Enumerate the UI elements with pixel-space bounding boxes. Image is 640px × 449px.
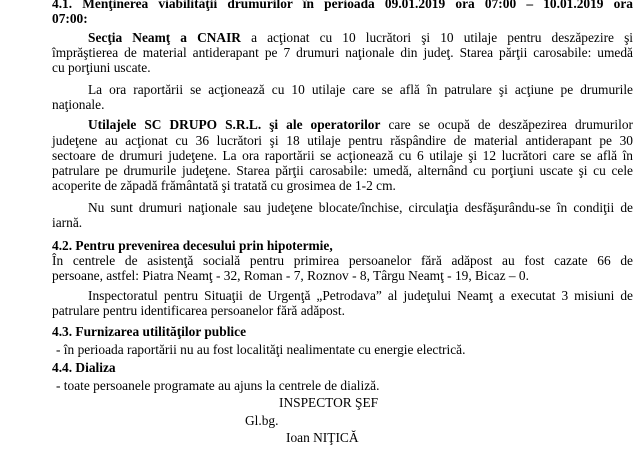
roads-paragraph-line-1: Nu sunt drumuri naţionale sau judeţene blocate/închise, circulaţia desfăşurându-se în condiţii de	[88, 200, 633, 215]
report-paragraph-line-1: La ora raportării se acţionează cu 10 utilaje care se află în patrulare şi acţiune pe drumurile	[88, 82, 633, 97]
roads-paragraph-line-2: iarnă.	[52, 215, 83, 230]
drupo-bold: Utilajele SC DRUPO S.R.L. şi ale operatorilor	[88, 117, 381, 132]
drupo-paragraph-line-2: judeţene au acţionat cu 36 lucrători şi 18 utilaje pentru răspândire de material antiderapant pe 30	[52, 133, 633, 148]
cnair-bold: Secţia Neamţ a CNAIR	[88, 30, 241, 45]
section-4-1-heading-cont: 07:00:	[52, 11, 88, 26]
shelter-paragraph-line-1: În centrele de asistenţă socială pentru primirea persoanelor fără adăpost au fost cazate 66 de	[52, 253, 633, 268]
cnair-paragraph-line-1: Secţia Neamţ a CNAIR a acţionat cu 10 lucrători şi 10 utilaje pentru deszăpezire şi	[88, 30, 634, 45]
utilities-paragraph: - în perioada raportării nu au fost localităţi nealimentate cu energie electrică.	[56, 342, 466, 357]
section-4-4-heading: 4.4. Dializa	[52, 360, 116, 375]
cnair-paragraph-line-2: împrăştierea de material antiderapant pe 7 drumuri naţionale din judeţ. Starea părţii carosabile: umedă	[52, 45, 633, 60]
cnair-paragraph-line-3: cu porţiuni uscate.	[52, 60, 151, 75]
signature-title: INSPECTOR ŞEF	[279, 395, 379, 410]
signature-rank: Gl.bg.	[245, 413, 279, 428]
section-4-2-heading: 4.2. Pentru prevenirea decesului prin hipotermie,	[52, 238, 333, 253]
section-4-3-heading: 4.3. Furnizarea utilităţilor publice	[52, 324, 247, 339]
isu-paragraph-line-1: Inspectoratul pentru Situaţii de Urgenţă „Petrodava” al judeţului Neamţ a executat 3 misiuni de	[88, 288, 633, 303]
dialysis-paragraph: - toate persoanele programate au ajuns la centrele de dializă.	[56, 378, 380, 393]
section-4-1-heading: 4.1. Menţinerea viabilităţii drumurilor în perioada 09.01.2019 ora 07:00 – 10.01.2019 ora	[52, 0, 633, 11]
report-paragraph-line-2: naţionale.	[52, 97, 105, 112]
isu-paragraph-line-2: patrulare pentru identificarea persoanelor fără adăpost.	[52, 303, 345, 318]
drupo-paragraph-line-1: Utilajele SC DRUPO S.R.L. şi ale operatorilor care se ocupă de deszăpezirea drumurilor	[88, 117, 633, 132]
shelter-paragraph-line-2: persoane, astfel: Piatra Neamţ - 32, Roman - 7, Roznov - 8, Târgu Neamţ - 19, Bicaz – 0.	[52, 268, 529, 283]
drupo-paragraph-line-5: acoperite de zăpadă frământată şi tratată cu grosimea de 1-2 cm.	[52, 178, 396, 193]
drupo-paragraph-line-3: sectoare de drumuri judeţene. La ora raportării se acţionează cu 6 utilaje şi 12 lucrători care se află în	[52, 148, 633, 163]
drupo-paragraph-line-4: patrulare pe drumurile judeţene. Starea părţii carosabile: umedă, alternând cu porţiuni uscate şi cu cele	[52, 163, 633, 178]
signature-name: Ioan NIŢICĂ	[286, 430, 359, 445]
